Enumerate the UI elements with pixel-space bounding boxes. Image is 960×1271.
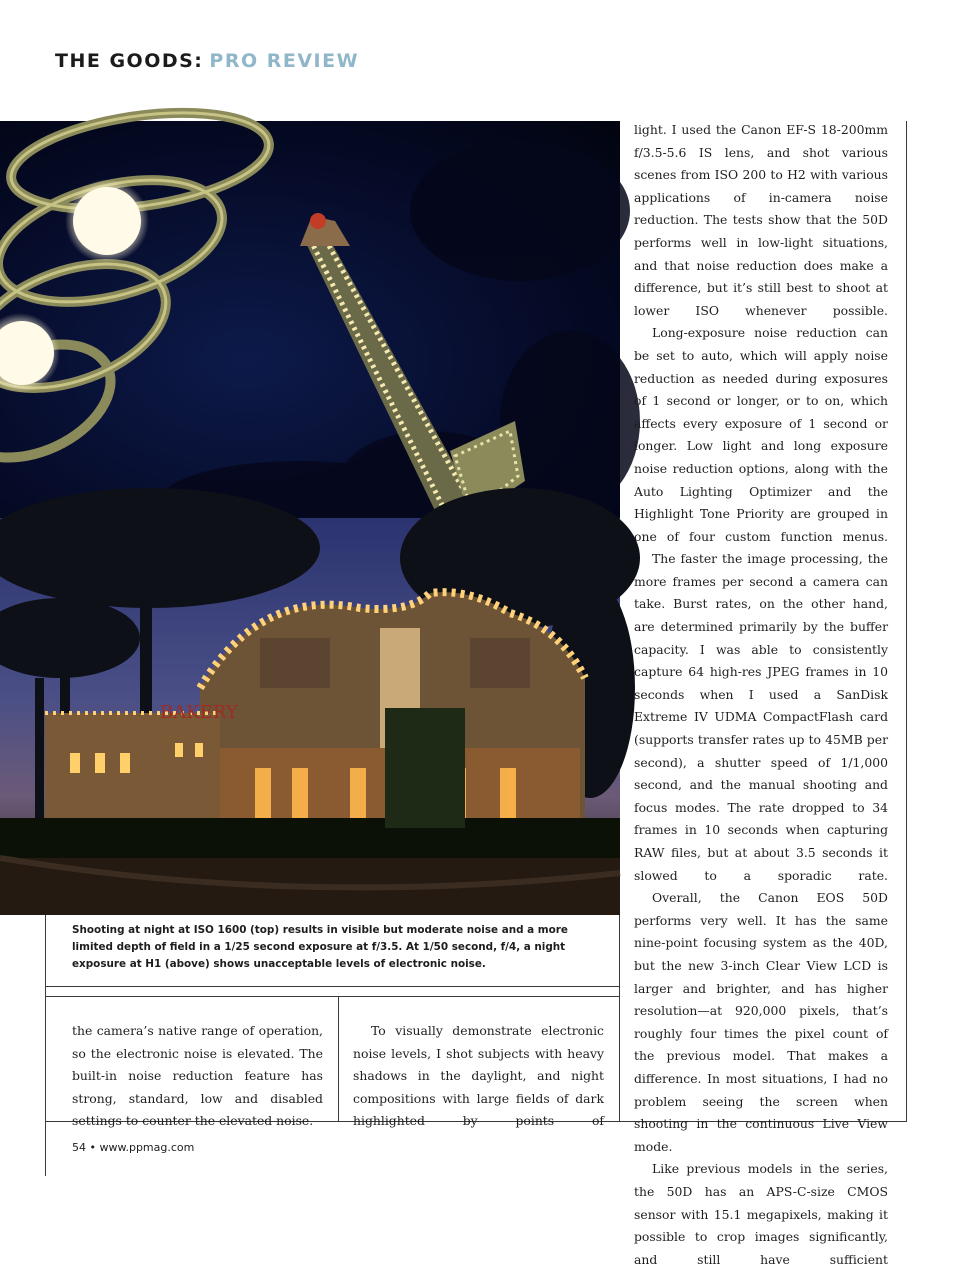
photo-restaurant-dusk <box>0 518 620 915</box>
right-frame-rule <box>906 121 907 1122</box>
article-paragraph: Overall, the Canon EOS 50D performs very well. It has the same nine-point focusing system as the 40D, but the new 3-inch Clear View LCD is larger and brighter, and has higher resolution—at 920,000 pixels, that’s roughly four times the pixel count of the previous model. That makes a difference. In most situations, I had no problem seeing the screen when shooting in the continuous Live View mode. <box>634 890 888 1154</box>
photo-restaurant-dusk-art <box>0 518 620 915</box>
page-footer: 54 • www.ppmag.com <box>72 1141 195 1154</box>
section-header <box>55 50 359 72</box>
section-title: THE GOODS: <box>55 50 204 72</box>
article-column-bottom-left <box>72 1020 323 1133</box>
article-paragraph: the camera’s native range of operation, so the electronic noise is elevated. The built-in noise reduction feature has strong, standard, low and disabled settings to counter the elevated noise. <box>72 1023 323 1129</box>
photo-night-lights-art <box>0 121 620 518</box>
caption-right-rule <box>619 915 620 1122</box>
photo-bakery-sign: BAKERY <box>160 702 238 723</box>
article-paragraph: The faster the image processing, the more frames per second a camera can take. Burst rates, on the other hand, are determined primarily by the buffer capacity. I was able to consistently capture 64 high-res JPEG frames in 10 seconds when I used a SanDisk Extreme IV UDMA CompactFlash card (supports transfer rates up to 45MB per second), a shutter speed of 1/1,000 second, and the manual shooting and focus modes. The rate dropped to 34 frames in 10 seconds when capturing RAW files, but at about 3.5 seconds it slowed to a sporadic rate. <box>634 551 888 883</box>
section-subtitle: PRO REVIEW <box>209 50 360 72</box>
caption-bottom-rule <box>45 986 620 987</box>
column-divider-rule <box>338 996 339 1122</box>
article-paragraph: Long-exposure noise reduction can be set to auto, which will apply noise reduction as needed during exposures of 1 second or longer, or to on, which affects every exposure of 1 second or longer. Low light and long exposure noise reduction options, along with the Auto Lighting Optimizer and the Highlight Tone Priority are grouped in one of four custom function menus. <box>634 325 888 544</box>
article-paragraph: light. I used the Canon EF-S 18-200mm f/3.5-5.6 IS lens, and shot various scenes from ISO 200 to H2 with various applications of in-camera noise reduction. The tests show that the 50D performs well in low-light situations, and that noise reduction does make a difference, but it’s still best to shoot at lower ISO whenever possible. <box>634 122 888 318</box>
left-frame-rule <box>45 915 46 1176</box>
article-column-bottom-middle <box>353 1020 604 1133</box>
photo-caption: Shooting at night at ISO 1600 (top) results in visible but moderate noise and a more limited depth of field in a 1/25 second exposure at f/3.5. At 1/50 second, f/4, a night exposure at H1 (above) shows unacceptable levels of electronic noise. <box>72 924 568 970</box>
article-column-right <box>634 119 888 1271</box>
article-paragraph: Like previous models in the series, the 50D has an APS-C-size CMOS sensor with 15.1 megapixels, making it possible to crop images significantly, and still have sufficient <box>634 1161 888 1267</box>
photo-night-lights <box>0 121 620 518</box>
columns-top-rule <box>45 996 620 997</box>
article-paragraph: To visually demonstrate electronic noise levels, I shot subjects with heavy shadows in the daylight, and night compositions with large fields of dark highlighted by points of <box>353 1023 604 1129</box>
